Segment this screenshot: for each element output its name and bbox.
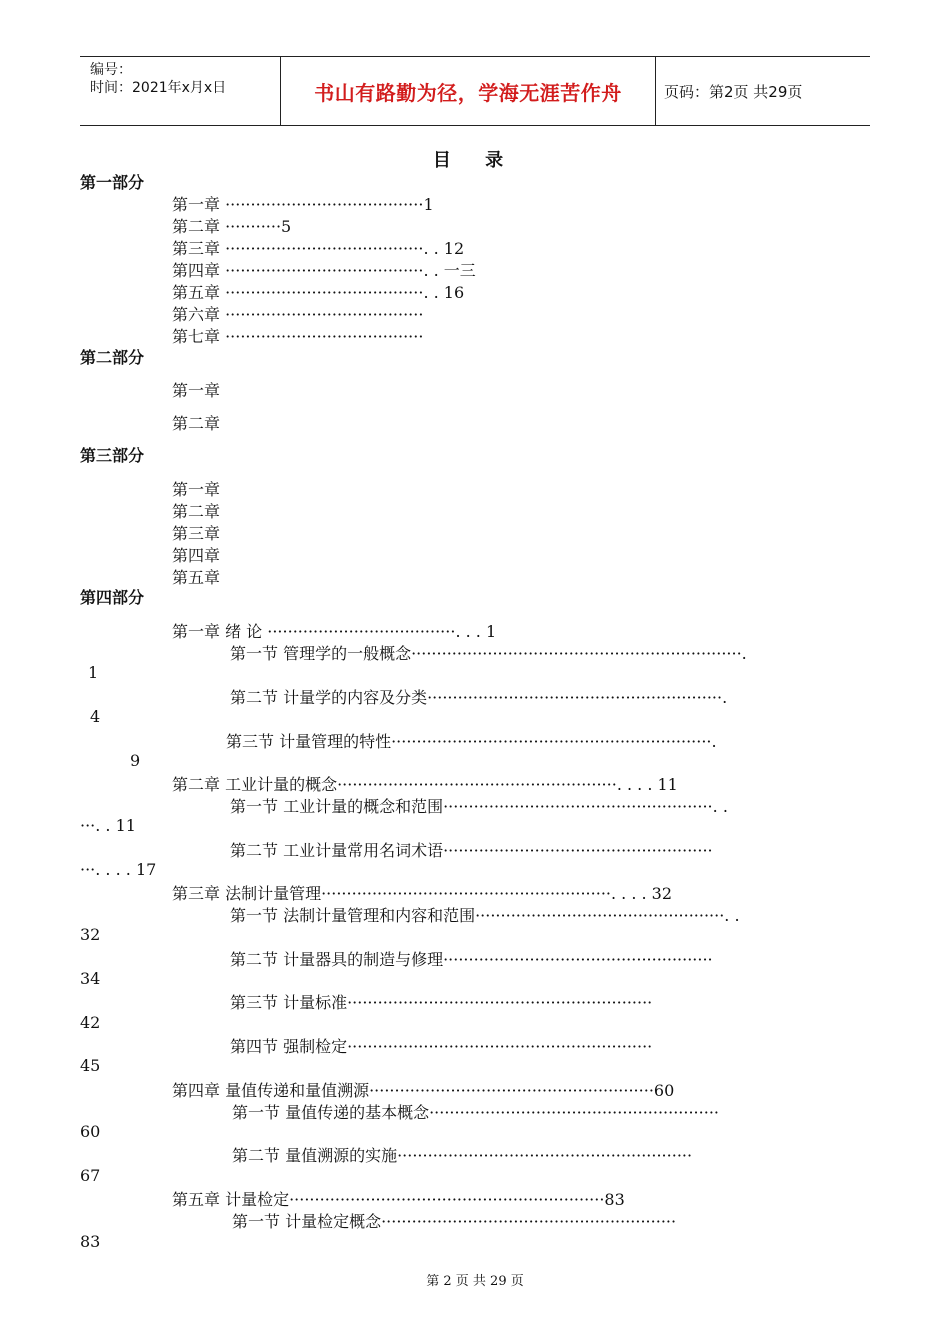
toc-line[interactable]: 第四章 ·······································. . 一三 [172,261,476,280]
toc-section[interactable]: 第四节 强制检定···························································· [230,1037,653,1056]
toc-chapter[interactable]: 第四章 量值传递和量值溯源························································60 [172,1081,675,1100]
header-meta [80,57,280,129]
toc-line[interactable]: 第五章 ·······································. . 16 [172,283,465,302]
page-info-text: 页码：第2页 共29页 [664,83,803,101]
toc-page-number: 83 [80,1232,101,1251]
toc-line[interactable]: 第二章 ···········5 [172,217,292,236]
toc-page-number: 32 [80,925,101,944]
toc-section[interactable]: 第一节 管理学的一般概念·································································. [230,644,747,663]
toc-line[interactable]: 第二章 [172,414,221,433]
time-label: 时间：2021年x月x日 [90,80,227,96]
toc-page-number: ···. . 11 [80,816,136,835]
toc-line[interactable]: 第五章 [172,568,221,587]
part-3-heading: 第三部分 [80,446,145,465]
toc-page-number: 67 [80,1166,101,1185]
part-1-heading: 第一部分 [80,173,145,192]
toc-section[interactable]: 第二节 量值溯源的实施·························································· [232,1146,693,1165]
part-2-heading: 第二部分 [80,348,145,367]
toc-line[interactable]: 第七章 ······································· [172,327,424,346]
toc-page-number: 9 [130,751,141,770]
page-footer: 第 2 页 共 29 页 [426,1274,524,1289]
toc-line[interactable]: 第二章 [172,502,221,521]
toc-chapter[interactable]: 第三章 法制计量管理·························································. . . . 32 [172,884,673,903]
code-label: 编号： [90,62,132,78]
toc-chapter[interactable]: 第一章 绪 论 ·····································. . . 1 [172,622,497,641]
header-motto [280,57,656,125]
part-4-heading: 第四部分 [80,588,145,607]
toc-section[interactable]: 第三节 计量标准···························································· [230,993,653,1012]
toc-page-number: ···. . . . 17 [80,860,157,879]
header-page-info [656,57,870,125]
page-header [80,56,870,126]
toc-section[interactable]: 第三节 计量管理的特性·······························································. [226,732,717,751]
toc-line[interactable]: 第一章 [172,381,221,400]
toc-section[interactable]: 第一节 法制计量管理和内容和范围·················································. . [230,906,740,925]
toc-line[interactable]: 第一章 [172,480,221,499]
toc-section[interactable]: 第二节 计量器具的制造与修理····················································· [230,950,713,969]
toc-chapter[interactable]: 第二章 工业计量的概念·······················································. . . . 11 [172,775,678,794]
motto-text: 书山有路勤为径，学海无涯苦作舟 [314,81,622,105]
toc-section[interactable]: 第一节 计量检定概念·························································· [232,1212,677,1231]
toc-page-number: 34 [80,969,101,988]
toc-line[interactable]: 第一章 ·······································1 [172,195,434,214]
toc-page-number: 1 [88,663,99,682]
toc-line[interactable]: 第三章 [172,524,221,543]
toc-section[interactable]: 第二节 工业计量常用名词术语····················································· [230,841,713,860]
toc-section[interactable]: 第一节 量值传递的基本概念························································· [232,1103,719,1122]
toc-title: 目 录 [432,150,518,171]
toc-page-number: 45 [80,1056,101,1075]
toc-chapter[interactable]: 第五章 计量检定······························································83 [172,1190,625,1209]
toc-section[interactable]: 第一节 工业计量的概念和范围·····················································. . [230,797,728,816]
toc-section[interactable]: 第二节 计量学的内容及分类··························································. [230,688,728,707]
toc-line[interactable]: 第四章 [172,546,221,565]
toc-page-number: 60 [80,1122,101,1141]
toc-line[interactable]: 第三章 ·······································. . 12 [172,239,465,258]
toc-line[interactable]: 第六章 ······································· [172,305,424,324]
toc-page-number: 4 [90,707,101,726]
toc-page-number: 42 [80,1013,101,1032]
